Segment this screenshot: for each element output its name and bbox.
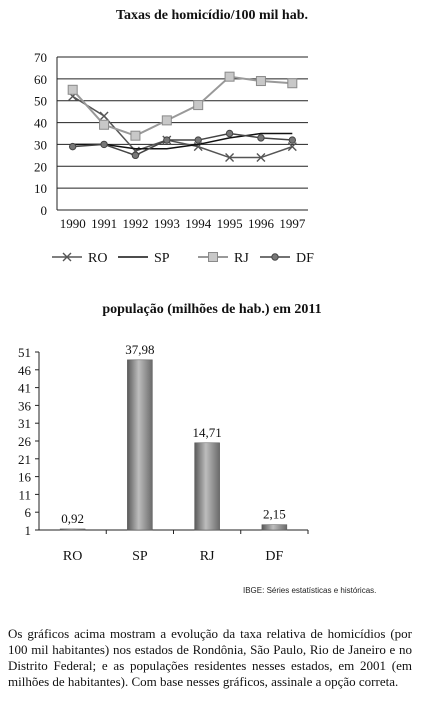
x-category-label-SP: SP	[132, 549, 148, 564]
y-tick-label: 31	[18, 416, 31, 432]
y-tick-label: 46	[18, 362, 31, 378]
y-tick-label: 26	[18, 434, 31, 449]
y-tick-label: 70	[34, 50, 47, 65]
y-tick-label: 40	[34, 115, 47, 131]
data-label-RJ: 14,71	[192, 424, 222, 440]
y-tick-label: 0	[40, 203, 47, 218]
bar-SP	[127, 360, 152, 530]
legend-label-RO: RO	[88, 251, 108, 266]
x-category-label-DF: DF	[265, 549, 284, 564]
x-tick-label: 1997	[279, 216, 306, 231]
y-tick-label: 41	[18, 380, 31, 396]
x-tick-label: 1996	[247, 216, 274, 231]
y-tick-label: 30	[34, 137, 47, 153]
legend-label-RJ: RJ	[234, 251, 249, 266]
y-tick-label: 6	[24, 505, 31, 521]
x-category-label-RJ: RJ	[199, 549, 215, 564]
x-tick-label: 1995	[216, 216, 243, 231]
line-chart-title: Taxas de homicídio/100 mil hab.	[115, 8, 309, 23]
y-tick-label: 10	[34, 181, 47, 197]
y-tick-label: 50	[34, 93, 47, 109]
y-tick-label: 21	[18, 451, 31, 467]
x-tick-label: 1994	[185, 216, 212, 231]
bar-RO	[60, 529, 85, 530]
y-tick-label: 60	[34, 71, 47, 87]
bar-DF	[262, 525, 287, 530]
legend-label-DF: DF	[296, 251, 314, 266]
data-label-RO: 0,92	[61, 510, 84, 526]
data-label-SP: 37,98	[125, 341, 155, 357]
x-tick-label: 1993	[153, 216, 180, 231]
data-label-DF: 2,15	[263, 506, 286, 522]
x-tick-label: 1991	[91, 216, 118, 231]
y-tick-label: 36	[18, 398, 31, 414]
question-text: Os gráficos acima mostram a evolução da taxa relativa de homicídios (por 100 mil habitantes) nos estados de Rondônia, São Paulo, Rio de Janeiro e no Distrito Federal; e as populações residentes nesses estados, em 2001 (em milhões de habitantes). Com base nesses gráficos, assinale a opção correta.	[8, 626, 412, 689]
y-tick-label: 51	[18, 345, 31, 360]
x-category-label-RO: RO	[62, 549, 83, 564]
x-tick-label: 1990	[59, 216, 86, 231]
y-tick-label: 16	[18, 469, 31, 485]
legend-label-SP: SP	[154, 251, 170, 266]
y-tick-label: 11	[18, 487, 31, 503]
bar-RJ	[195, 443, 220, 530]
x-tick-label: 1992	[122, 216, 149, 231]
y-tick-label: 20	[34, 159, 47, 175]
source-note: IBGE: Séries estatísticas e históricas.	[243, 586, 377, 595]
y-tick-label: 1	[24, 523, 31, 538]
bar-chart-title: população (milhões de hab.) em 2011	[102, 302, 322, 317]
